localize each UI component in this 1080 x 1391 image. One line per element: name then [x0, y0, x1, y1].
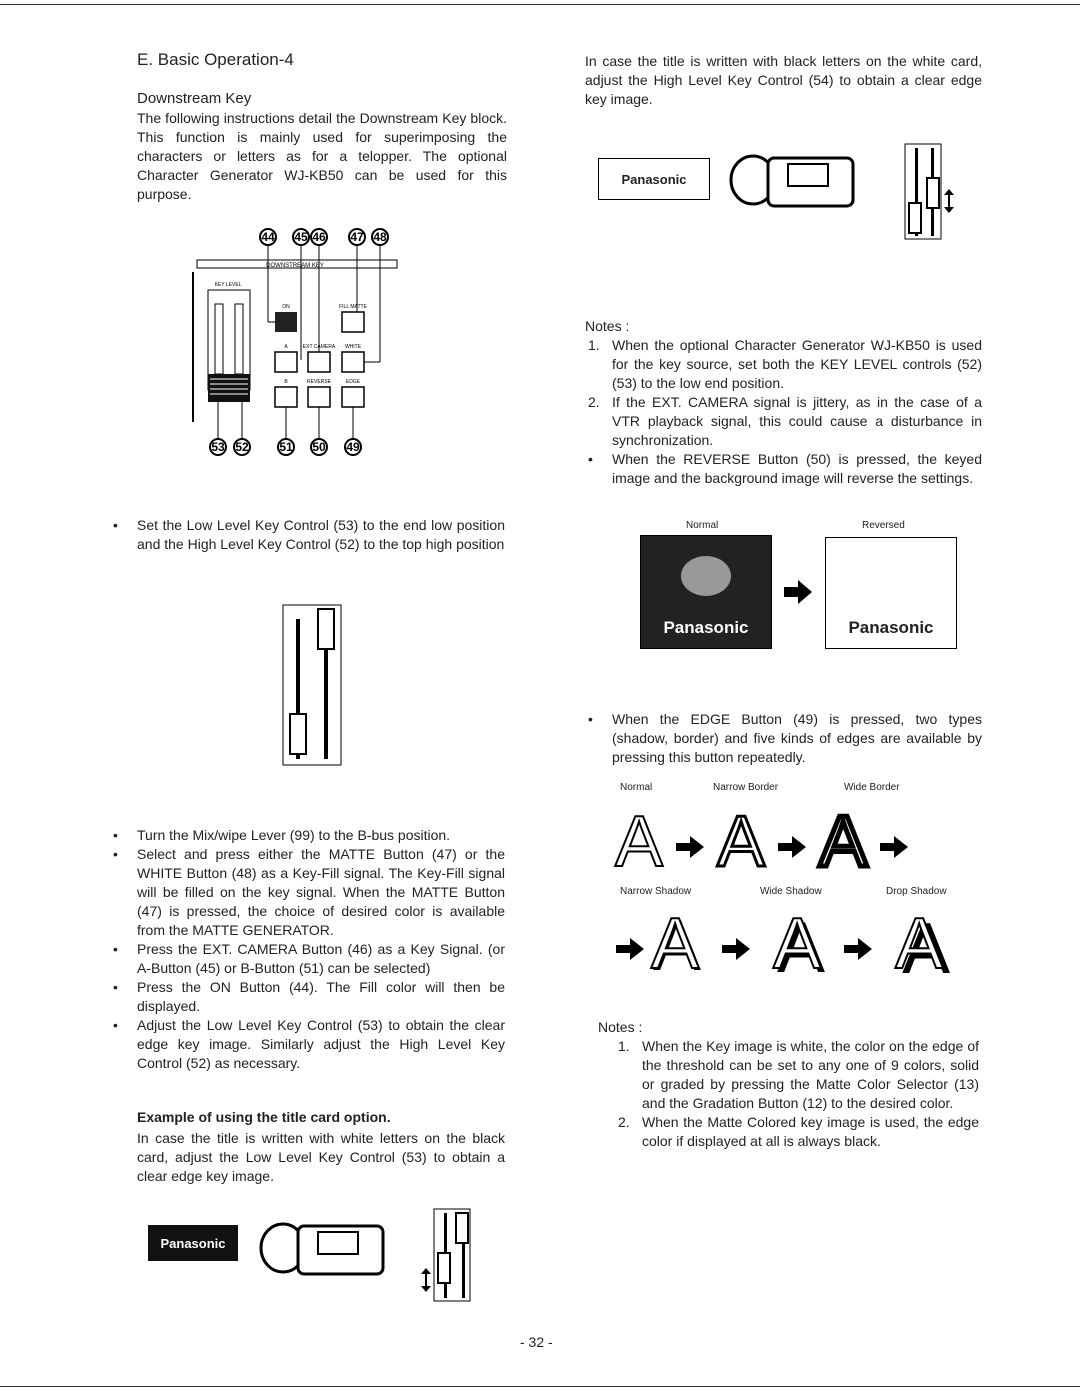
arrow-right-icon: [879, 835, 909, 859]
normal-image: [640, 535, 772, 649]
notes-list-1: [588, 336, 982, 488]
button-label-ext-camera: EXT CAMERA: [302, 344, 336, 350]
letter-narrow-shadow: A: [651, 904, 700, 984]
example-heading: Example of using the title card option.: [137, 1109, 391, 1125]
note-item: 2. When the Matte Colored key image is used, the edge color if displayed at all is always black.: [618, 1114, 979, 1149]
edge-label-wide-border: Wide Border: [844, 782, 900, 793]
button-label-fill-matte: FILL MATTE: [339, 304, 367, 310]
key-level-label: KEY LEVEL: [214, 282, 242, 288]
note-item: • When the REVERSE Button (50) is pressed, the keyed image and the background image will reverse the settings.: [588, 451, 982, 486]
callout-52: 52: [235, 440, 249, 454]
fader-knobs: [208, 374, 250, 402]
edge-label-drop-shadow: Drop Shadow: [886, 886, 947, 897]
bullet-item: • Press the ON Button (44). The Fill color will then be displayed.: [137, 978, 505, 1016]
notes-list-2: [618, 1037, 979, 1151]
page-number: - 32 -: [520, 1334, 553, 1350]
arrow-right-icon: [675, 835, 705, 859]
panasonic-logo-black-card: Panasonic: [148, 1225, 238, 1261]
section-heading: E. Basic Operation-4: [137, 50, 294, 69]
button-label-a: A: [284, 344, 288, 350]
right-intro-text: In case the title is written with black letters on the white card, adjust the High Level Key Control (54) to obtain a clear edge key image.: [585, 53, 982, 107]
callout-46: 46: [312, 230, 326, 244]
callout-50: 50: [312, 440, 326, 454]
normal-image-logo: Panasonic: [663, 618, 749, 637]
fader-illustration-high: [903, 143, 955, 241]
bullet-item: • Adjust the Low Level Key Control (53) to obtain the clear edge key image. Similarly adjust the High Level Key Control (52) as necessary.: [137, 1016, 505, 1073]
example-text: In case the title is written with white letters on the black card, adjust the Low Level Key Control (53) to obtain a clear edge key image.: [137, 1130, 505, 1184]
edge-label-normal: Normal: [620, 782, 653, 793]
reversed-image-logo: Panasonic: [848, 618, 934, 637]
note-item: 1. When the Key image is white, the color on the edge of the threshold can be set to any one of 9 colors, solid or graded by pressing the Matte Color Selector (13) and the Gradation Button (12) to the desired color.: [618, 1038, 979, 1111]
up-down-arrow-icon: [421, 1268, 431, 1292]
fader-illustration-low: [420, 1208, 472, 1303]
letter-normal: A: [615, 802, 664, 882]
key-level-fader-illustration: [282, 604, 342, 766]
bullet-item: • Set the Low Level Key Control (53) to the end low position and the High Level Key Control (52) to the top high position: [137, 516, 505, 554]
button-label-edge: EDGE: [345, 379, 361, 385]
reversed-label: Reversed: [862, 520, 905, 531]
button-label-white: WHITE: [344, 344, 362, 350]
camera-icon: [728, 150, 858, 210]
edge-label-narrow-shadow: Narrow Shadow: [620, 886, 692, 897]
arrow-right-icon: [843, 937, 873, 961]
panasonic-logo-white-card: Panasonic: [598, 158, 710, 200]
subheading: Downstream Key: [137, 90, 252, 107]
bullet-item: • When the EDGE Button (49) is pressed, two types (shadow, border) and five kinds of edges are available by pressing this button repeatedly.: [612, 710, 982, 767]
arrow-right-icon: [615, 937, 645, 961]
bullet-item: • Select and press either the MATTE Button (47) or the WHITE Button (48) as a Key-Fill signal. The Key-Fill signal will be filled on the key signal. When the MATTE Button (47) is pressed, the choice of desired color is available from the MATTE GENERATOR.: [137, 845, 505, 940]
callout-44: 44: [261, 230, 275, 244]
downstream-key-diagram: [180, 222, 410, 472]
edge-row-2: [615, 904, 944, 984]
arrow-right-icon: [777, 835, 807, 859]
callout-47: 47: [350, 230, 364, 244]
reversed-image: [825, 537, 957, 649]
edge-label-narrow-border: Narrow Border: [713, 782, 779, 793]
arrow-right-icon: [782, 578, 814, 606]
edge-label-wide-shadow: Wide Shadow: [760, 886, 822, 897]
letter-narrow-border: A: [717, 802, 766, 882]
letter-wide-border: A: [819, 802, 868, 882]
note-item: 1. When the optional Character Generator WJ-KB50 is used for the key source, set both the KEY LEVEL controls (52) (53) to the low end position.: [588, 337, 982, 391]
letter-wide-shadow: A: [773, 904, 822, 984]
letter-drop-shadow: A: [895, 904, 944, 984]
bullet-list-2: [137, 826, 505, 1073]
intro-text: The following instructions detail the Downstream Key block. This function is mainly used for superimposing the characters or letters as for a telopper. The optional Character Generator WJ-KB50 can be used for this purpose.: [137, 110, 507, 202]
bullet-item: • Press the EXT. CAMERA Button (46) as a Key Signal. (or A-Button (45) or B-Button (51) can be selected): [137, 940, 505, 978]
panel-title: DOWNSTREAM KEY: [266, 263, 324, 269]
top-rule: [0, 4, 1080, 5]
button-label-on: ON: [282, 304, 290, 310]
button-label-b: B: [284, 379, 288, 385]
edge-bullet: [612, 710, 982, 767]
callout-51: 51: [279, 440, 293, 454]
on-button: [275, 312, 297, 332]
bottom-rule: [0, 1386, 1080, 1387]
notes-label-2: Notes :: [598, 1019, 643, 1035]
callout-48: 48: [373, 230, 387, 244]
button-label-reverse: REVERSE: [307, 379, 331, 385]
callout-49: 49: [346, 440, 360, 454]
note-item: 2. If the EXT. CAMERA signal is jittery, as in the case of a VTR playback signal, this could cause a disturbance in synchronization.: [588, 394, 982, 448]
callout-53: 53: [211, 440, 225, 454]
normal-label: Normal: [686, 520, 719, 531]
edge-row-1: [615, 802, 921, 882]
notes-label: Notes :: [585, 318, 630, 334]
bullet-item: • Turn the Mix/wipe Lever (99) to the B-bus position.: [137, 826, 505, 845]
arrow-right-icon: [721, 937, 751, 961]
camera-icon: [258, 1218, 388, 1278]
bullet-list-1: [137, 516, 505, 554]
callout-45: 45: [294, 230, 308, 244]
up-down-arrow-icon: [944, 189, 954, 213]
